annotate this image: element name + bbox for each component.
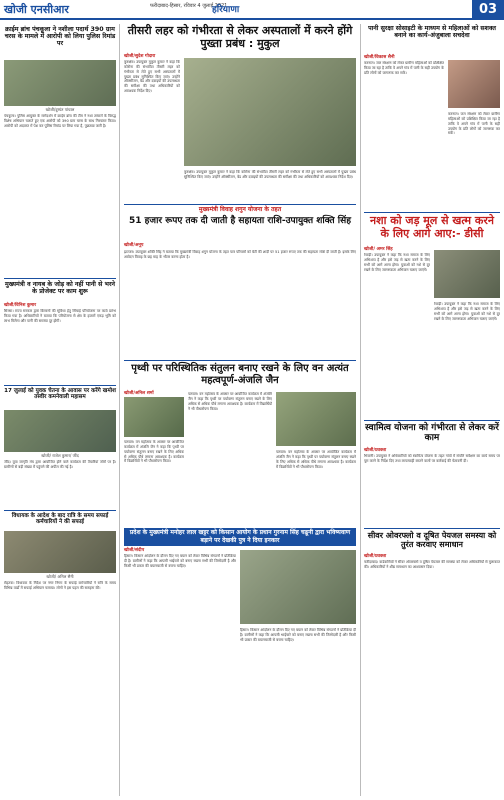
body-pani-col2: करनाल। जल संरक्षण को लेकर ग्रामीण महिलाओं को प्रशिक्षित किया जा रहा है ताकि वे अपने गांव में पानी के सही उपयोग के प्रति लोगों को जागरूक कर सकें। bbox=[448, 112, 500, 136]
byline-lead: खोजी/सुदेश गोदारा bbox=[124, 54, 156, 59]
section-title: हरियाणा bbox=[212, 5, 240, 15]
photo-paryavaran bbox=[124, 397, 184, 437]
body-lead-continued: कुरुक्षेत्र। उपायुक्त मुकुल कुमार ने कहा कि कोरोना की संभावित तीसरी लहर को गंभीरता से लेते हुए सभी अस्पतालों में पुख्ता प्रबंध सुनिश्चित किए जाएं। उन्होंने ऑक्सीजन, बेड और दवाइयों की उपलब्धता की समीक्षा की तथा अधिकारियों को आवश्यक निर्देश दिए। bbox=[184, 170, 356, 179]
photo-paryavaran-2 bbox=[276, 392, 356, 446]
headline-sewer: सीवर ओवरफ्लो व दूषित पेयजल समस्या को तुरंत करवाए समाधान bbox=[367, 531, 497, 550]
photo-pani bbox=[448, 60, 500, 108]
caption-villages: खोजी/ राजेश कुमार/ जींद bbox=[41, 453, 79, 458]
headline-nasha: नशा को जड़ मूल से खत्म करने के लिए आगे आए:- डीसी bbox=[370, 214, 494, 240]
photo-nasha bbox=[434, 250, 500, 298]
body-kisan-col2: हिसार। किसान आंदोलन के दौरान दिए गए बयान को लेकर विभिन्न संगठनों ने प्रतिक्रिया दी है। ग्रामीणों ने कहा कि आपसी भाईचारे को बनाए रखना सभी की जिम्मेदारी है और किसी भी प्रकार की बयानबाजी से बचना चाहिए। bbox=[240, 628, 356, 642]
headline-crime-branch: क्राईम ब्रांच पंचकूला ने नशीला पदार्थ 390 ग्राम चरस के मामले में आरोपी को लिया पुलिस रिमांड पर bbox=[4, 26, 116, 48]
byline-kisan: खोजी/संदीप bbox=[124, 548, 145, 553]
byline-paryavaran: खोजी/अनिल शर्मा bbox=[124, 391, 154, 396]
body-sewer: फरीदाबाद। वार्डवासियों ने सीवर ओवरफ्लो व दूषित पेयजल की समस्या को लेकर अधिकारियों से मुलाकात की। अधिकारियों ने शीघ्र समाधान का आश्वासन दिया। bbox=[364, 560, 500, 569]
kicker-vivah: मुख्यमंत्री विवाह शगुन योजना के तहत bbox=[198, 206, 282, 213]
body-crime-branch: पंचकूला। पुलिस आयुक्त के मार्गदर्शन में क्राईम ब्रांच की टीम ने नशा तस्करों के विरुद्ध विशेष अभियान चलाते हुए एक आरोपी को 390 ग्राम चरस के साथ गिरफ्तार किया। आरोपी को अदालत में पेश कर पुलिस रिमांड पर लिया गया है, पूछताछ जारी है। bbox=[4, 114, 116, 128]
headline-vidhayak: विधायक के आदेश के बाद रात्रि के समय सफाई कर्मचारियों ने की सफाई bbox=[11, 513, 109, 526]
divider bbox=[4, 278, 116, 279]
photo-kisan bbox=[240, 550, 356, 624]
headline-vivah: 51 हजार रूपए तक दी जाती है सहायता राशि-उपायुक्त शक्ति सिंह bbox=[128, 216, 352, 226]
page-number: 03 bbox=[472, 0, 504, 20]
headline-swamitva: स्वामित्व योजना को गंभीरता से लेकर करें काम bbox=[365, 423, 499, 444]
headline-mukhyamantri: मुख्यमंत्री व नायब के जोड़ को नहीं पानी से भरने के प्रोजेक्ट पर काम शुरू bbox=[4, 281, 116, 296]
body-mukhyamantri: सिरसा। राज्य सरकार द्वारा किसानों की सुविधा हेतु सिंचाई परियोजना पर कार्य प्रारंभ किया गया है। अधिकारियों ने बताया कि परियोजना से क्षेत्र के हजारों एकड़ भूमि को लाभ मिलेगा और पानी की समस्या दूर होगी। bbox=[4, 309, 116, 323]
newspaper-logo: खोजी एनसीआर bbox=[4, 3, 69, 16]
byline-swamitva: खोजी/प्रवक्ता bbox=[364, 448, 387, 453]
photo-lead bbox=[184, 58, 356, 166]
byline-nasha: खोजी/ अमर सिंह bbox=[364, 247, 393, 252]
divider bbox=[4, 385, 116, 386]
divider bbox=[4, 510, 116, 511]
photo-villages bbox=[4, 410, 116, 452]
column-divider bbox=[119, 24, 120, 796]
edition-date: फरीदाबाद-हिसार, रविवार 4 जुलाई 2021 bbox=[150, 3, 228, 9]
body-lead: कुरुक्षेत्र। उपायुक्त मुकुल कुमार ने कहा कि कोरोना की संभावित तीसरी लहर को गंभीरता से लेते हुए सभी अस्पतालों में पुख्ता प्रबंध सुनिश्चित किए जाएं। उन्होंने ऑक्सीजन, बेड और दवाइयों की उपलब्धता की समीक्षा की तथा अधिकारियों को आवश्यक निर्देश दिए। bbox=[124, 60, 180, 94]
body-paryavaran: पलवल। वन महोत्सव के अवसर पर आयोजित कार्यक्रम में अंजलि जैन ने कहा कि पृथ्वी पर पर्यावरण संतुलन बनाए रखने के लिए अधिक से अधिक पौधे लगाना आवश्यक है। कार्यक्रम में विद्यार्थियों ने भी पौधारोपण किया। bbox=[124, 440, 184, 464]
caption-vidhayak: खोजी/ अनिल सैनी bbox=[46, 574, 74, 579]
byline-sewer: खोजी/प्रवक्ता bbox=[364, 554, 387, 559]
body-kisan: हिसार। किसान आंदोलन के दौरान दिए गए बयान को लेकर विभिन्न संगठनों ने प्रतिक्रिया दी है। ग्रामीणों ने कहा कि आपसी भाईचारे को बनाए रखना सभी की जिम्मेदारी है और किसी भी प्रकार की बयानबाजी से बचना चाहिए। bbox=[124, 554, 236, 568]
body-swamitva: भिवानी। उपायुक्त ने अधिकारियों को स्वामित्व योजना के तहत गांवों में संपत्ति सर्वेक्षण का कार्य समय पर पूरा करने के निर्देश दिए तथा लापरवाही बरतने वालों पर कार्रवाई की चेतावनी दी। bbox=[364, 454, 500, 463]
body-nasha-col2: रेवाड़ी। उपायुक्त ने कहा कि नशा समाज के लिए अभिशाप है और इसे जड़ से खत्म करने के लिए सभी को आगे आना होगा। युवाओं को नशे से दूर रखने के लिए जागरूकता अभियान चलाए जाएंगे। bbox=[434, 302, 500, 321]
caption-crime-branch: खोजी/दुष्यंत पांचाल bbox=[45, 107, 75, 112]
byline-mukhyamantri: खोजी/विनिश कुमार bbox=[4, 303, 37, 308]
byline-pani: खोजी/विकास सैनी bbox=[364, 55, 395, 60]
divider bbox=[124, 360, 356, 361]
body-paryavaran-col3: पलवल। वन महोत्सव के अवसर पर आयोजित कार्यक्रम में अंजलि जैन ने कहा कि पृथ्वी पर पर्यावरण संतुलन बनाए रखने के लिए अधिक से अधिक पौधे लगाना आवश्यक है। कार्यक्रम में विद्यार्थियों ने भी पौधारोपण किया। bbox=[276, 450, 356, 469]
body-nasha: रेवाड़ी। उपायुक्त ने कहा कि नशा समाज के लिए अभिशाप है और इसे जड़ से खत्म करने के लिए सभी को आगे आना होगा। युवाओं को नशे से दूर रखने के लिए जागरूकता अभियान चलाए जाएंगे। bbox=[364, 253, 430, 272]
banner-kisan: प्रदेश के मुख्यमंत्री मनोहर लाल खट्टर को किसान आयोग के प्रधान गुरनाम सिंह चढूनी द्वारा भविष्यवाण बड़ाने पर देखकी पुत्र ने दिया इनकार bbox=[124, 528, 356, 546]
divider bbox=[364, 528, 500, 529]
headline-villages: 17 जुलाई को युवक चेतना के आवास पर करेंगे खमोश तस्वीर कमनेवाली महासम bbox=[4, 388, 116, 401]
body-vivah: झज्जर। उपायुक्त शक्ति सिंह ने बताया कि मुख्यमंत्री विवाह शगुन योजना के तहत पात्र परिवारों को बेटी की शादी पर 51 हजार रूपए तक की सहायता राशि दी जाती है। इसके लिए आवेदन विवाह के छह माह के भीतर करना होता है। bbox=[124, 250, 356, 259]
headline-lead: तीसरी लहर को गंभीरता से लेकर अस्पतालों में करने होंगे पुख्ता प्रबंध : मुकुल bbox=[127, 24, 353, 50]
headline-pani: पानी सुरक्षा सोसाइटी के माध्यम से महिलाओं को सशक्त बनाने का कार्य-अंजुबाला सचदेवा bbox=[368, 25, 496, 40]
body-pani: करनाल। जल संरक्षण को लेकर ग्रामीण महिलाओं को प्रशिक्षित किया जा रहा है ताकि वे अपने गांव में पानी के सही उपयोग के प्रति लोगों को जागरूक कर सकें। bbox=[364, 61, 444, 75]
byline-vivah: खोजी/अनूप bbox=[124, 243, 144, 248]
headline-paryavaran: पृथ्वी पर परिस्थितिक संतुलन बनाए रखने के लिए वन अत्यंत महत्वपूर्ण-अंजलि जैन bbox=[131, 363, 349, 386]
divider bbox=[364, 420, 500, 421]
divider bbox=[364, 212, 500, 213]
column-divider bbox=[360, 24, 361, 796]
photo-vidhayak bbox=[4, 531, 116, 573]
body-villages: जींद। युवा जागृति मंच द्वारा आयोजित होने वाले कार्यक्रम की तैयारियां जोरों पर हैं। ग्रामीणों से बड़ी संख्या में पहुंचने की अपील की गई है। bbox=[4, 460, 116, 469]
photo-crime-branch bbox=[4, 60, 116, 106]
divider bbox=[124, 204, 356, 205]
body-vidhayak: रोहतक। विधायक के निर्देश पर नगर निगम के सफाई कर्मचारियों ने रात्रि के समय विभिन्न वार्डों में सफाई अभियान चलाया। लोगों ने इस पहल की सराहना की। bbox=[4, 581, 116, 590]
body-paryavaran-col2: पलवल। वन महोत्सव के अवसर पर आयोजित कार्यक्रम में अंजलि जैन ने कहा कि पृथ्वी पर पर्यावरण संतुलन बनाए रखने के लिए अधिक से अधिक पौधे लगाना आवश्यक है। कार्यक्रम में विद्यार्थियों ने भी पौधारोपण किया। bbox=[188, 392, 272, 411]
